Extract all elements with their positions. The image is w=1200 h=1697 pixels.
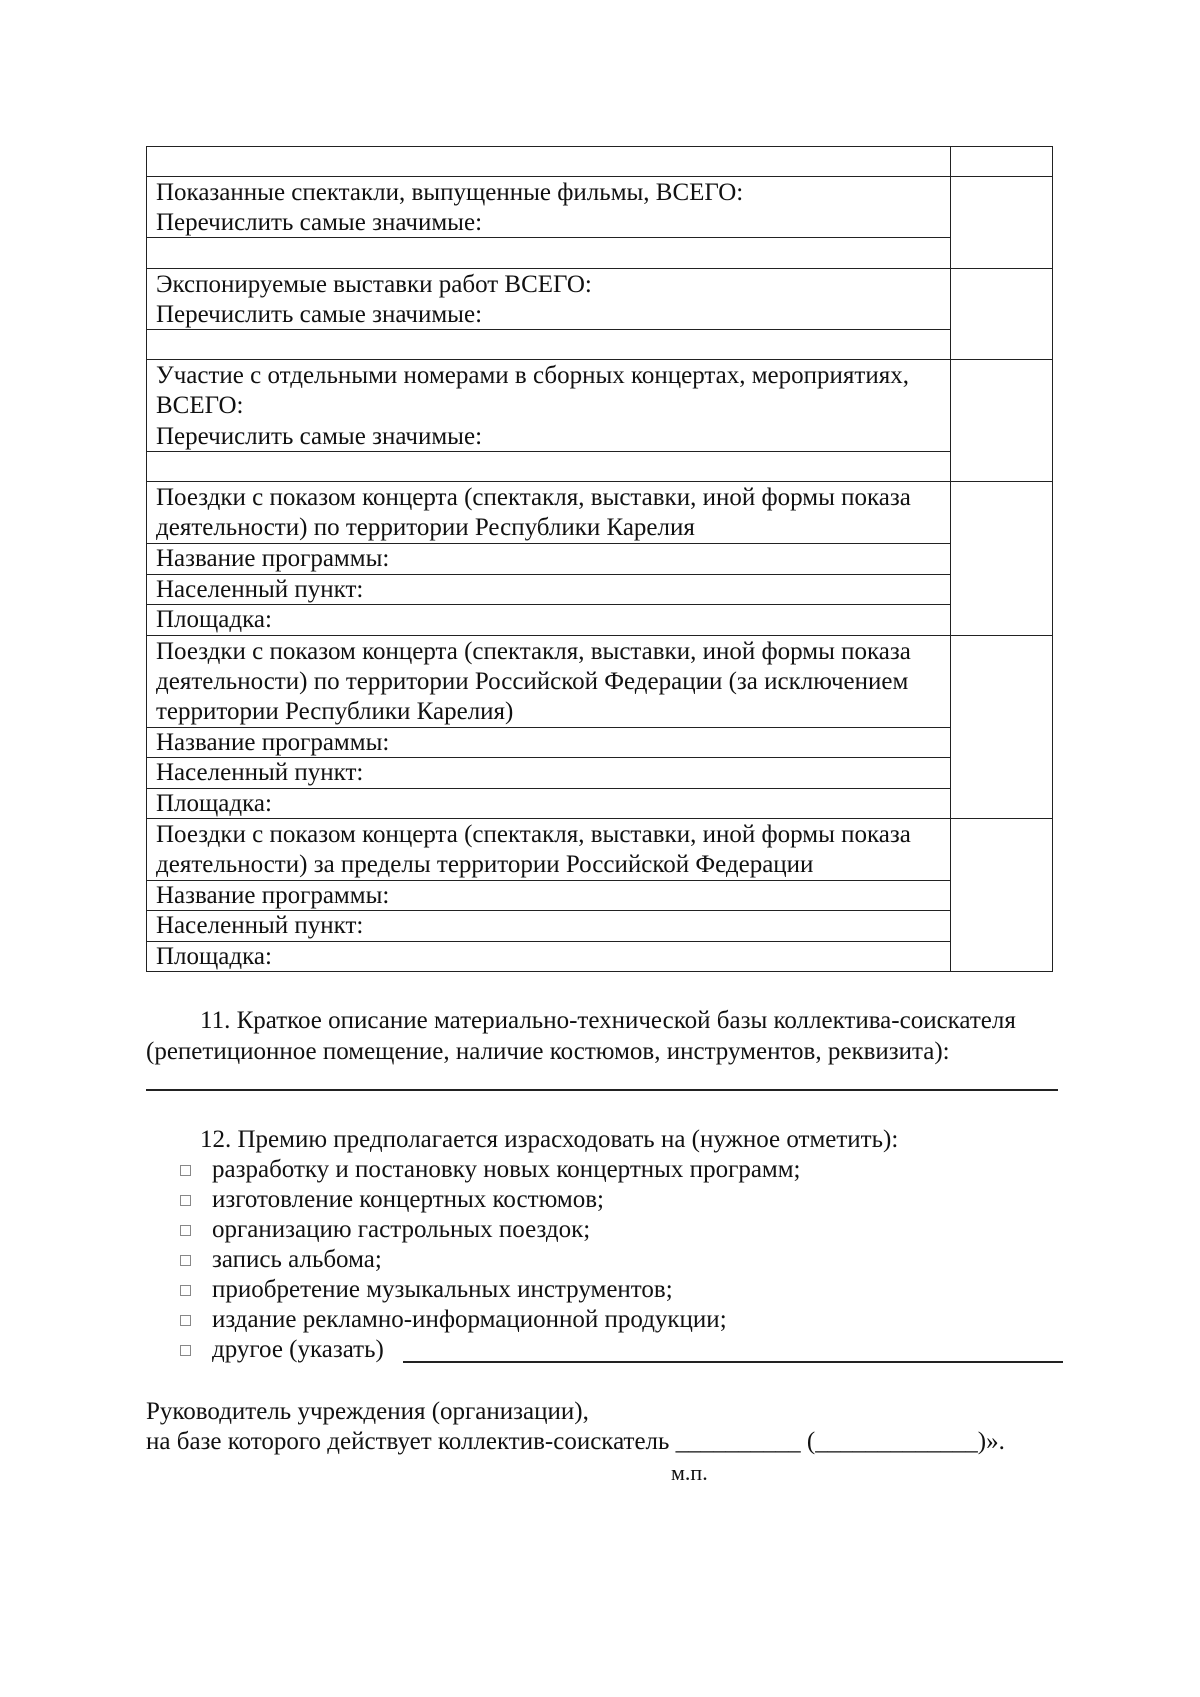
table-cell-text: ВСЕГО: <box>156 392 244 419</box>
table-border-top <box>146 146 1053 147</box>
signature-text: на базе которого действует коллектив-соискатель __________ (_____________)». <box>146 1428 1005 1455</box>
option-checkbox[interactable] <box>180 1195 191 1206</box>
table-border-left <box>146 146 147 972</box>
table-cell-text: Участие с отдельными номерами в сборных концертах, мероприятиях, <box>156 362 909 389</box>
table-cell-text: Экспонируемые выставки работ ВСЕГО: <box>156 271 592 298</box>
table-cell-text: деятельности) по территории Республики Карелия <box>156 514 695 541</box>
option-checkbox[interactable] <box>180 1255 191 1266</box>
table-cell-text: территории Республики Карелия) <box>156 698 514 725</box>
option-label: другое (указать) <box>212 1336 384 1363</box>
table-field-label: Населенный пункт: <box>156 576 364 603</box>
table-field-label: Название программы: <box>156 545 390 572</box>
table-field-label: Площадка: <box>156 943 272 970</box>
table-field-label: Населенный пункт: <box>156 759 364 786</box>
item-12-heading: 12. Премию предполагается израсходовать на (нужное отметить): <box>200 1126 899 1153</box>
table-cell-text: Поездки с показом концерта (спектакля, выставки, иной формы показа <box>156 484 911 511</box>
table-column-divider <box>950 146 951 972</box>
table-field-label: Населенный пункт: <box>156 912 364 939</box>
table-cell-text: Показанные спектакли, выпущенные фильмы, ВСЕГО: <box>156 179 744 206</box>
table-field-label: Название программы: <box>156 882 390 909</box>
table-field-label: Площадка: <box>156 790 272 817</box>
option-label: приобретение музыкальных инструментов; <box>212 1276 673 1303</box>
table-cell-text: Перечислить самые значимые: <box>156 209 483 236</box>
item-11-answer-line[interactable] <box>146 1089 1058 1091</box>
table-cell-text: Поездки с показом концерта (спектакля, выставки, иной формы показа <box>156 821 911 848</box>
option-label: запись альбома; <box>212 1246 382 1273</box>
table-cell-text: Перечислить самые значимые: <box>156 301 483 328</box>
option-checkbox[interactable] <box>180 1315 191 1326</box>
item-11-text: (репетиционное помещение, наличие костюмов, инструментов, реквизита): <box>146 1038 950 1065</box>
table-cell-text: деятельности) по территории Российской Федерации (за исключением <box>156 668 909 695</box>
option-label: разработку и постановку новых концертных программ; <box>212 1156 801 1183</box>
item-11-text: 11. Краткое описание материально-технической базы коллектива-соискателя <box>200 1007 1016 1034</box>
table-border-right <box>1052 146 1053 972</box>
table-cell-text: деятельности) за пределы территории Российской Федерации <box>156 851 814 878</box>
option-label: изготовление концертных костюмов; <box>212 1186 604 1213</box>
option-checkbox[interactable] <box>180 1285 191 1296</box>
table-field-label: Площадка: <box>156 606 272 633</box>
option-label: издание рекламно-информационной продукции; <box>212 1306 727 1333</box>
table-field-label: Название программы: <box>156 729 390 756</box>
option-label: организацию гастрольных поездок; <box>212 1216 591 1243</box>
other-answer-line[interactable] <box>403 1361 1063 1363</box>
option-checkbox[interactable] <box>180 1225 191 1236</box>
table-cell-text: Перечислить самые значимые: <box>156 423 483 450</box>
signature-text: Руководитель учреждения (организации), <box>146 1398 589 1425</box>
table-border-bottom <box>146 971 1053 972</box>
option-checkbox[interactable] <box>180 1345 191 1356</box>
stamp-place-label: м.п. <box>671 1460 708 1485</box>
option-checkbox[interactable] <box>180 1165 191 1176</box>
table-cell-text: Поездки с показом концерта (спектакля, выставки, иной формы показа <box>156 638 911 665</box>
